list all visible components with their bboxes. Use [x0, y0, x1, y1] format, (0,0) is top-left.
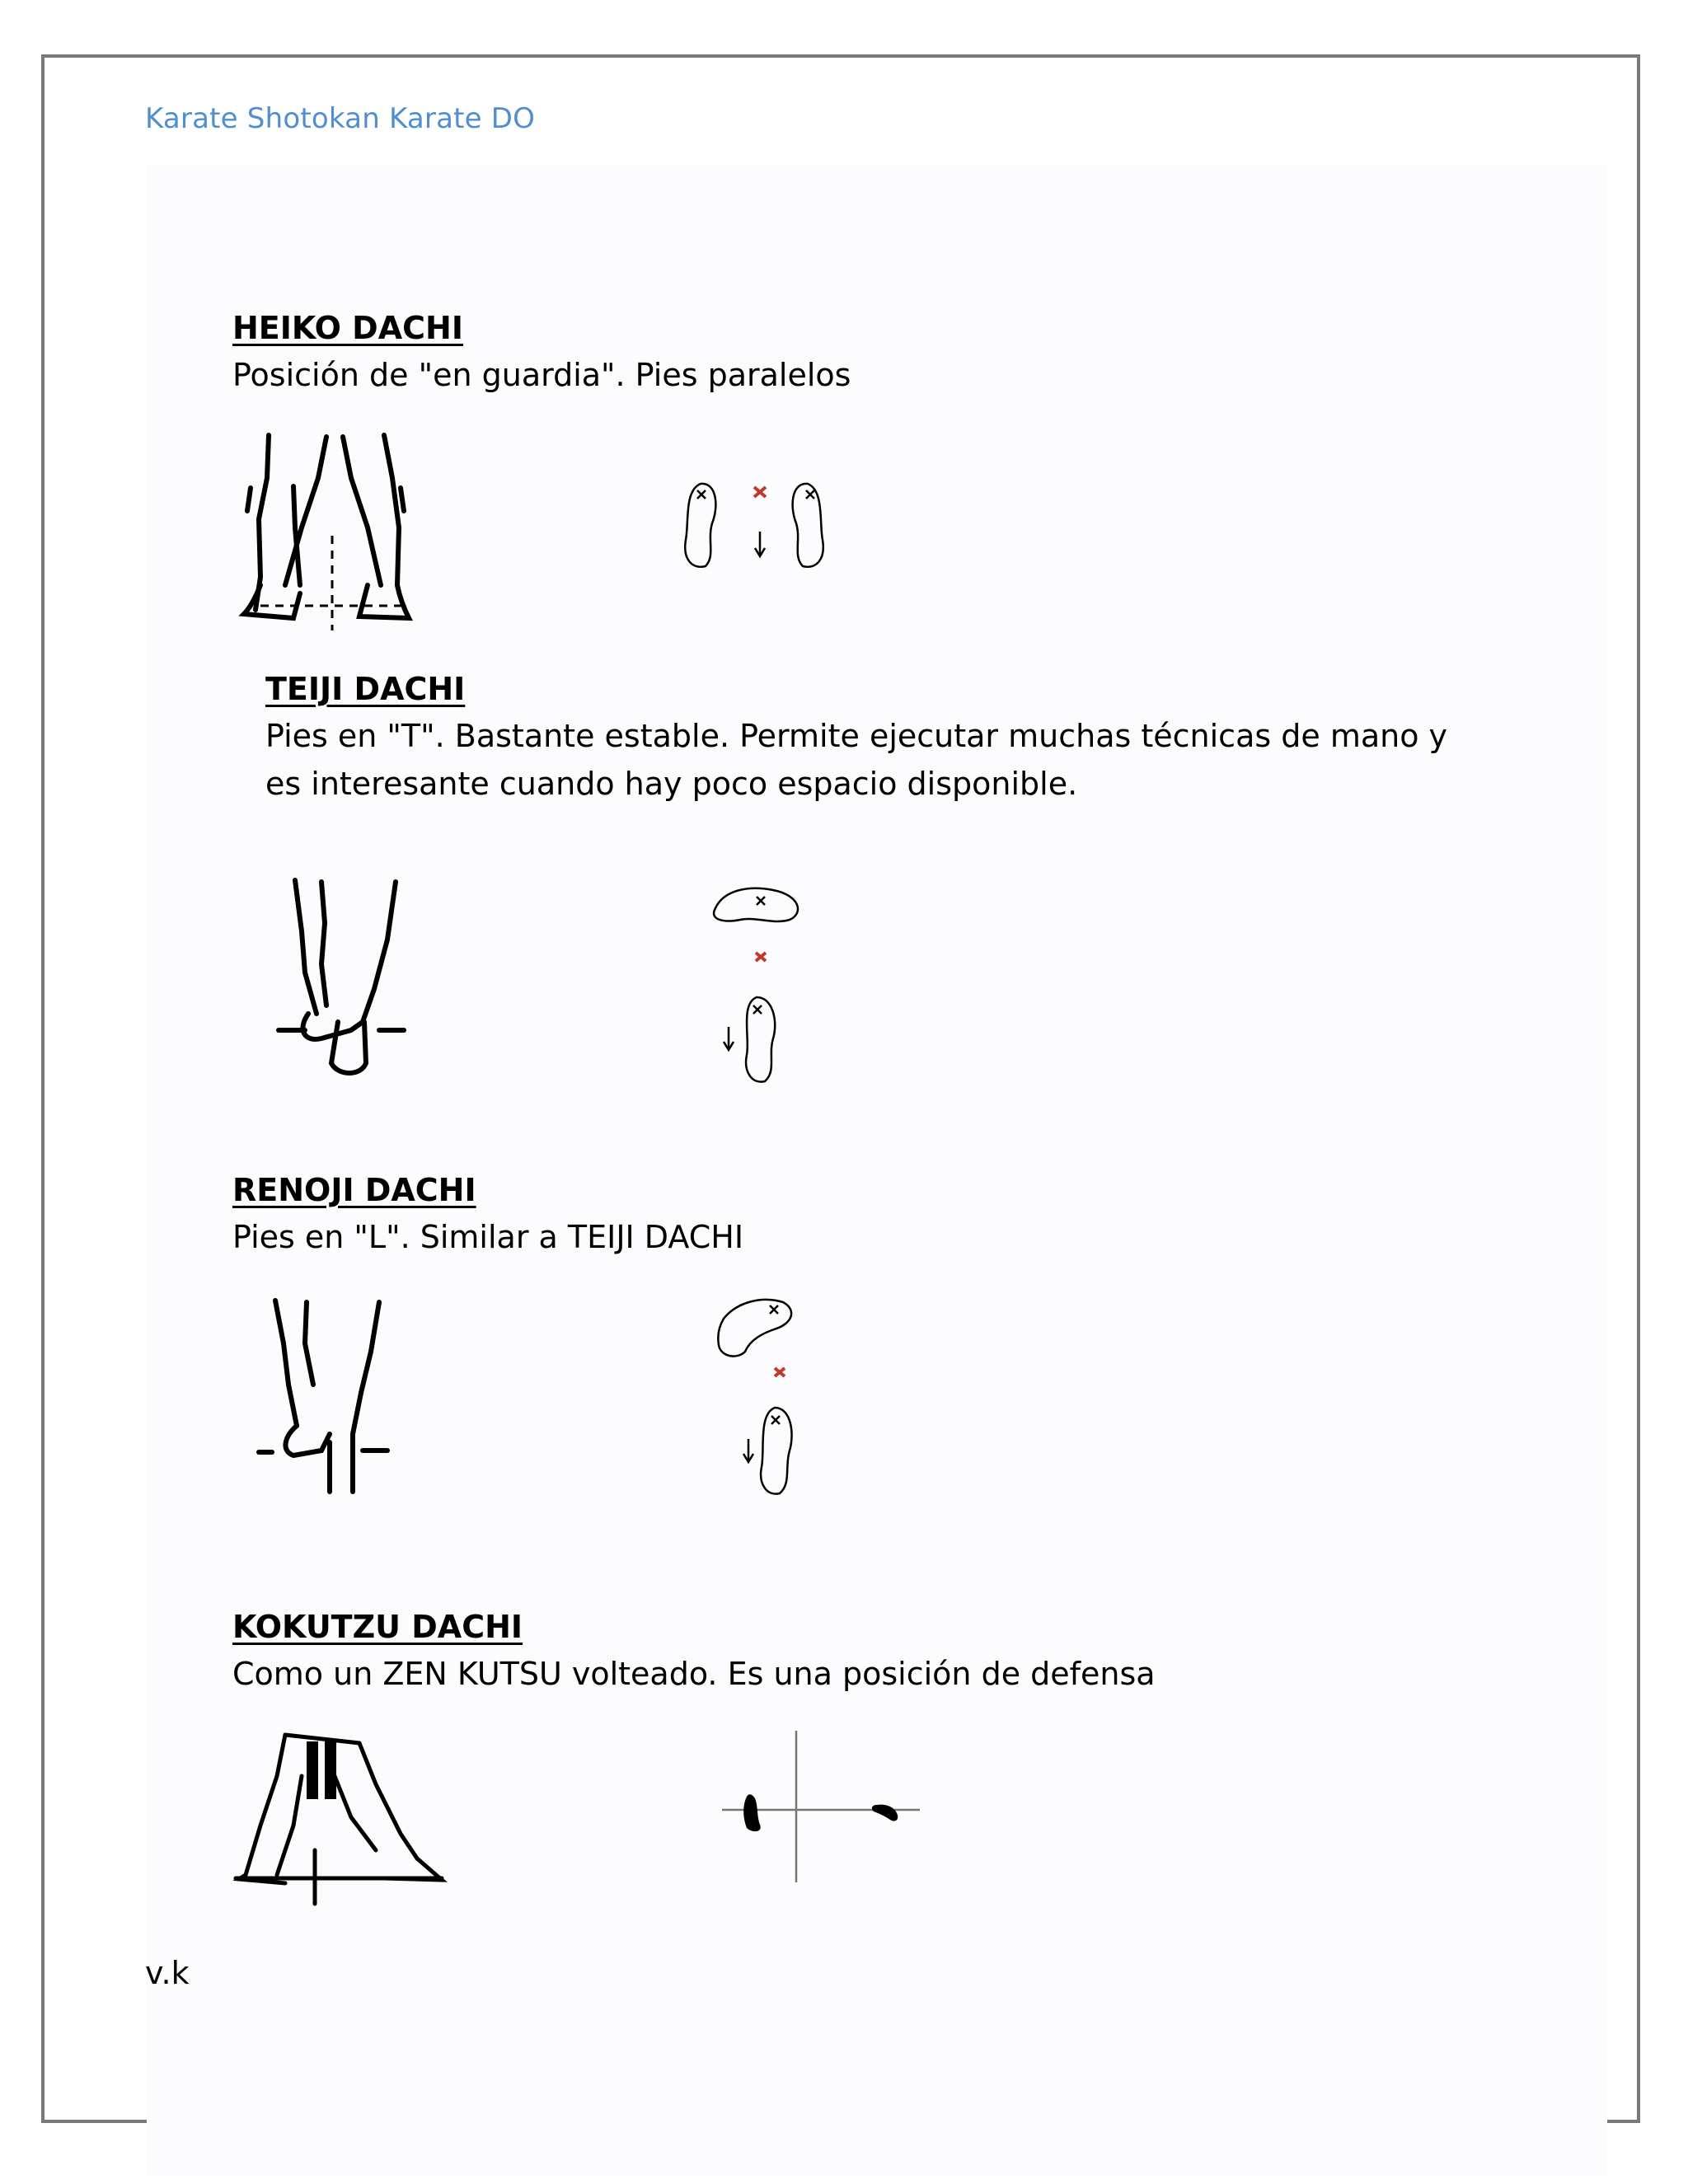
section-description: Como un ZEN KUTSU volteado. Es una posición de defensa — [232, 1656, 1156, 1692]
kokutzu-dachi-stance-illustration — [236, 1727, 450, 1908]
section-description: Posición de "en guardia". Pies paralelos — [232, 357, 851, 393]
teiji-dachi-legs-illustration — [272, 874, 412, 1080]
kokutzu-dachi-footprint-diagram — [714, 1731, 928, 1887]
page-footer: v.k — [145, 1955, 190, 1991]
section-title: HEIKO DACHI — [232, 310, 463, 346]
section-title: RENOJI DACHI — [232, 1172, 476, 1208]
teiji-dachi-footprint-diagram — [707, 874, 806, 1088]
heiko-dachi-legs-illustration — [236, 429, 425, 635]
renoji-dachi-legs-illustration — [256, 1294, 404, 1500]
heiko-dachi-footprint-diagram — [676, 474, 841, 573]
section-kokutzu-dachi — [232, 1604, 1469, 1698]
section-title: TEIJI DACHI — [265, 671, 466, 707]
section-heiko-dachi — [232, 305, 1469, 399]
section-renoji-dachi — [232, 1167, 1469, 1261]
renoji-dachi-footprint-diagram — [712, 1294, 811, 1500]
section-description: Pies en "L". Similar a TEIJI DACHI — [232, 1219, 744, 1255]
section-teiji-dachi — [265, 666, 1485, 808]
section-title: KOKUTZU DACHI — [232, 1609, 523, 1645]
page-header: Karate Shotokan Karate DO — [145, 102, 536, 135]
section-description: Pies en "T". Bastante estable. Permite ejecutar muchas técnicas de mano y es interesante cuando hay poco espacio disponible. — [265, 718, 1448, 802]
